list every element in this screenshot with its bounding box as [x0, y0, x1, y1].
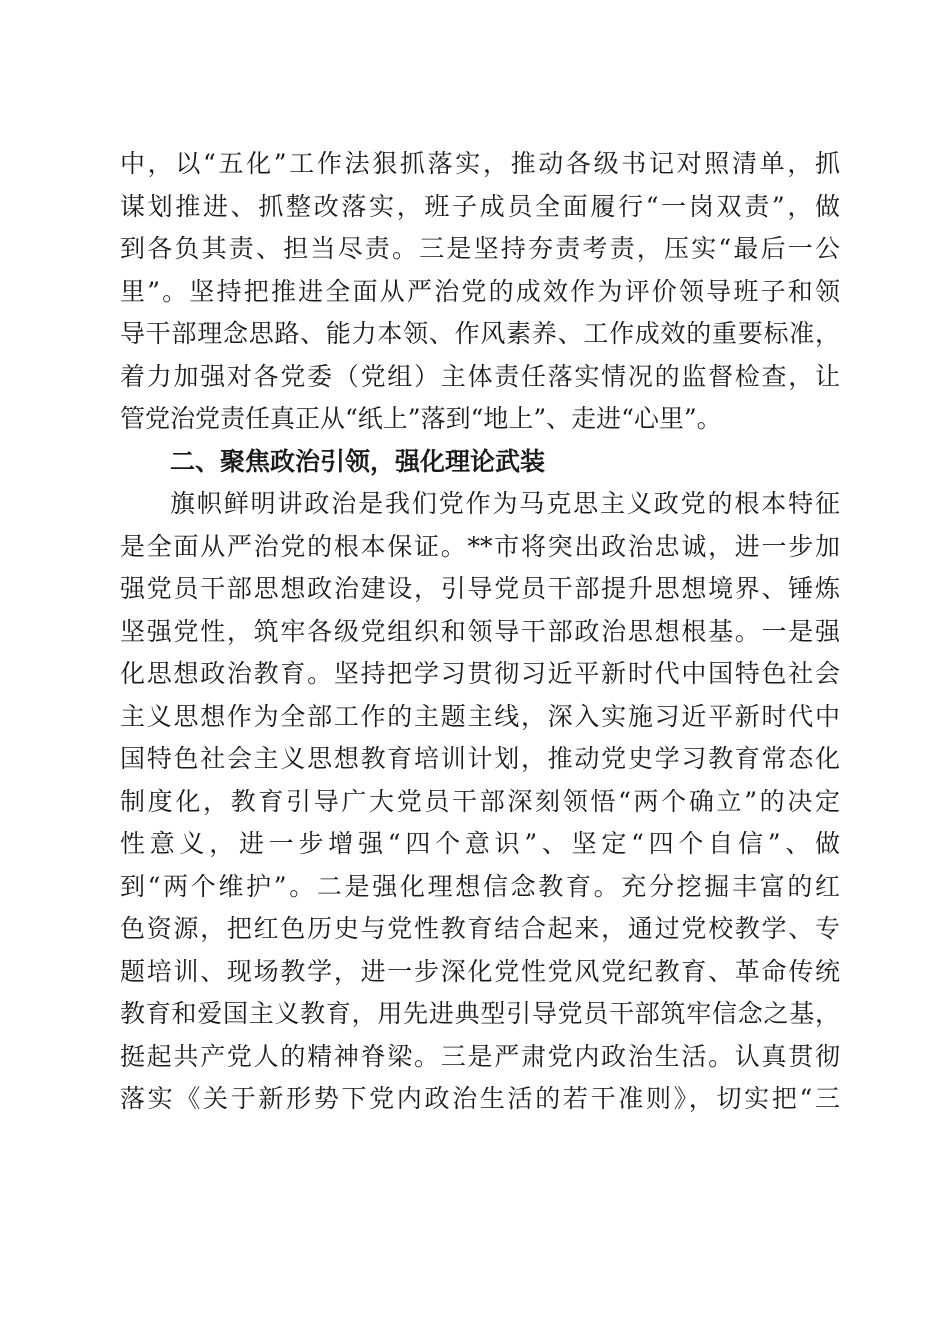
- text-line: 管党治党责任真正从“纸上”落到“地上”、走进“心里”。: [120, 404, 722, 433]
- text-line: 化思想政治教育。坚持把学习贯彻习近平新时代中国特色社会: [120, 659, 840, 688]
- text-line: 教育和爱国主义教育，用先进典型引导党员干部筑牢信念之基，: [120, 999, 840, 1028]
- text-line: 到各负其责、担当尽责。三是坚持夯责考责，压实“最后一公: [120, 234, 840, 263]
- text-line: 性意义，进一步增强“四个意识”、坚定“四个自信”、做: [120, 829, 840, 858]
- text-line: 强党员干部思想政治建设，引导党员干部提升思想境界、锤炼: [120, 574, 840, 603]
- body-text: [120, 143, 840, 1121]
- text-line: 中，以“五化”工作法狠抓落实，推动各级书记对照清单，抓: [120, 149, 840, 178]
- text-line: 里”。坚持把推进全面从严治党的成效作为评价领导班子和领: [120, 276, 840, 306]
- text-line: 谋划推进、抓整改落实，班子成员全面履行“一岗双责”，做: [120, 191, 840, 221]
- text-line: 导干部理念思路、能力本领、作风素养、工作成效的重要标准，: [120, 319, 840, 348]
- text-line: 挺起共产党人的精神脊梁。三是严肃党内政治生活。认真贯彻: [120, 1041, 840, 1071]
- text-line: 主义思想作为全部工作的主题主线，深入实施习近平新时代中: [120, 701, 840, 731]
- text-line: 制度化，教育引导广大党员干部深刻领悟“两个确立”的决定: [120, 786, 840, 816]
- text-line: 落实《关于新形势下党内政治生活的若干准则》，切实把“三: [120, 1084, 840, 1113]
- section-heading: 二、聚焦政治引领，强化理论武装: [170, 446, 546, 476]
- text-line: 坚强党性，筑牢各级党组织和领导干部政治思想根基。一是强: [120, 616, 840, 646]
- text-line: 着力加强对各党委（党组）主体责任落实情况的监督检查，让: [120, 361, 840, 391]
- text-line: 题培训、现场教学，进一步深化党性党风党纪教育、革命传统: [120, 956, 840, 986]
- text-line: 旗帜鲜明讲政治是我们党作为马克思主义政党的根本特征: [170, 489, 840, 518]
- text-line: 是全面从严治党的根本保证。**市将突出政治忠诚，进一步加: [120, 531, 840, 561]
- text-line: 国特色社会主义思想教育培训计划，推动党史学习教育常态化: [120, 744, 840, 773]
- text-line: 到“两个维护”。二是强化理想信念教育。充分挖掘丰富的红: [120, 871, 840, 901]
- text-line: 色资源，把红色历史与党性教育结合起来，通过党校教学、专: [120, 914, 840, 943]
